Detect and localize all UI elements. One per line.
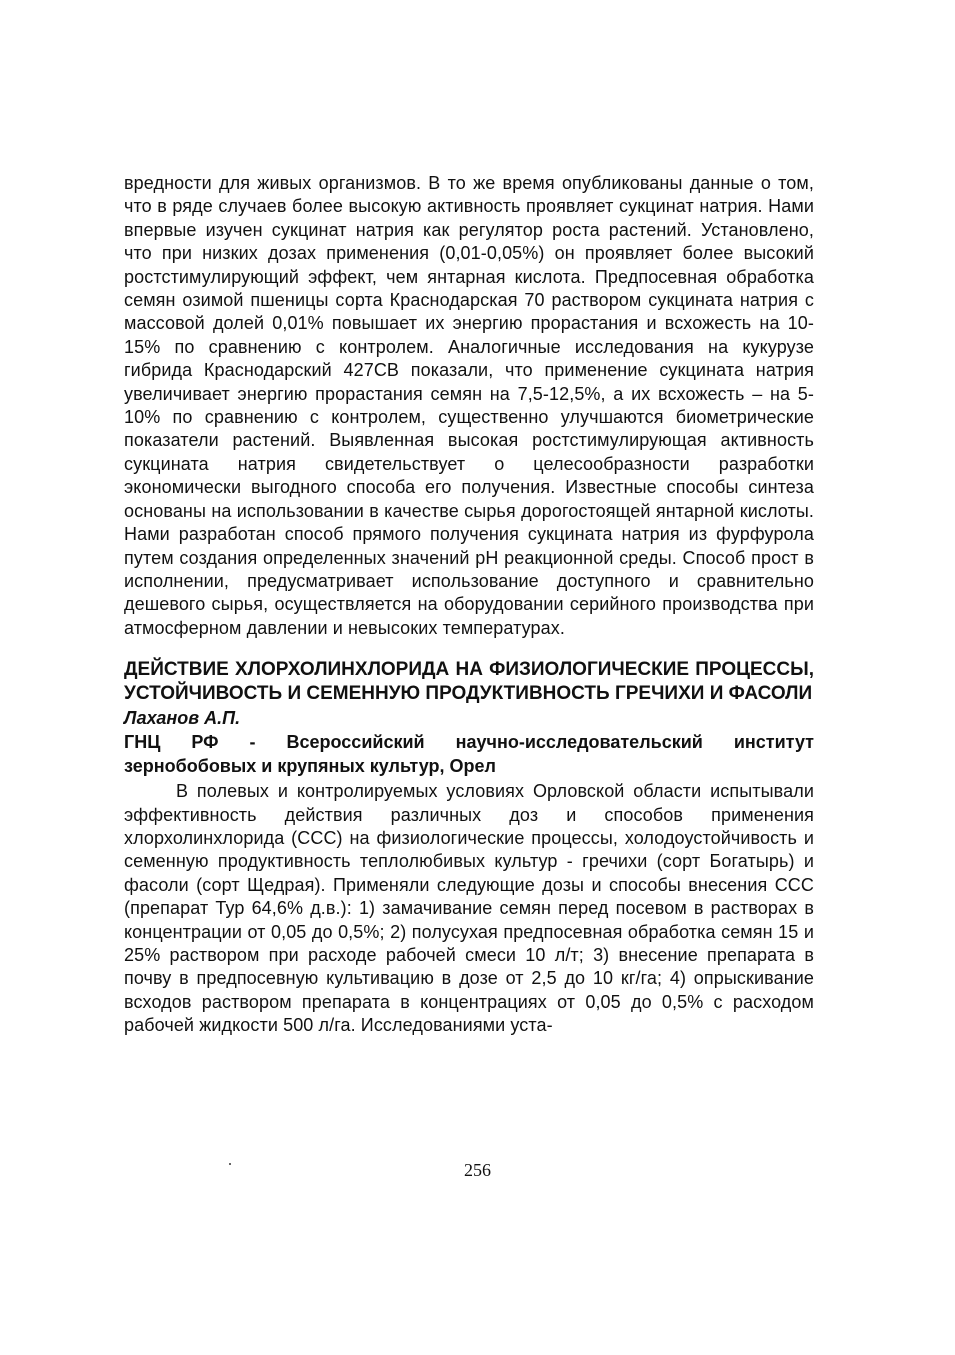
page-number: 256 bbox=[464, 1160, 491, 1180]
page-body bbox=[124, 172, 814, 1038]
article-affiliation: ГНЦ РФ - Всероссийский научно-исследовательский институт зернобобовых и крупяных культур, Орел bbox=[124, 732, 814, 777]
article-title: ДЕЙСТВИЕ ХЛОРХОЛИНХЛОРИДА НА ФИЗИОЛОГИЧЕСКИЕ ПРОЦЕССЫ, УСТОЙЧИВОСТЬ И СЕМЕННУЮ ПРОДУКТИВНОСТЬ ГРЕЧИХИ И ФАСОЛИ bbox=[124, 659, 814, 705]
intro-paragraph: вредности для живых организмов. В то же время опубликованы данные о том, что в ряде случаев более высокую активность проявляет сукцинат натрия. Нами впервые изучен сукцинат натрия как регулятор роста растений. Установлено, что при низких дозах применения (0,01-0,05%) он проявляет более высокий ростстимулирующий эффект, чем янтарная кислота. Предпосевная обработка семян озимой пшеницы сорта Краснодарская 70 раствором сукцината натрия с массовой долей 0,01% повышает их энергию прорастания и всхожесть на 10-15% по сравнению с контролем. Аналогичные исследования на кукурузе гибрида Краснодарский 427СВ показали, что применение сукцината натрия увеличивает энергию прорастания семян на 7,5-12,5%, а их всхожесть – на 5-10% по сравнению с контролем, существенно улучшаются биометрические показатели растений. Выявленная высокая ростстимулирующая активность сукцината натрия свидетельствует о целесообразности разработки экономически выгодного способа его получения. Известные способы синтеза основаны на использовании в качестве сырья дорогостоящей янтарной кислоты. Нами разработан способ прямого получения сукцината натрия из фурфурола путем создания определенных значений pH реакционной среды. Способ прост в исполнении, предусматривает использование доступного и сравнительно дешевого сырья, осуществляется на оборудовании серийного производства при атмосферном давлении и невысоких температурах. bbox=[124, 173, 814, 638]
article-body-paragraph: В полевых и контролируемых условиях Орловской области испытывали эффективность действия различных доз и способов применения хлорхолинхлорида (ССС) на физиологические процессы, холодоустойчивость и семенную продуктивность теплолюбивых культур - гречихи (сорт Богатырь) и фасоли (сорт Щедрая). Применяли следующие дозы и способы внесения ССС (препарат Тур 64,6% д.в.): 1) замачивание семян перед посевом в растворах в концентрации от 0,05 до 0,5%; 2) полусухая предпосевная обработка семян 15 и 25% раствором при расходе рабочей смеси 10 л/т; 3) внесение препарата в почву в предпосевную культивацию в дозе от 2,5 до 10 кг/га; 4) опрыскивание всходов раствором препарата в концентрациях от 0,05 до 0,5% с расходом рабочей жидкости 500 л/га. Исследованиями уста- bbox=[124, 781, 814, 1036]
article-author: Лаханов А.П. bbox=[124, 708, 241, 729]
